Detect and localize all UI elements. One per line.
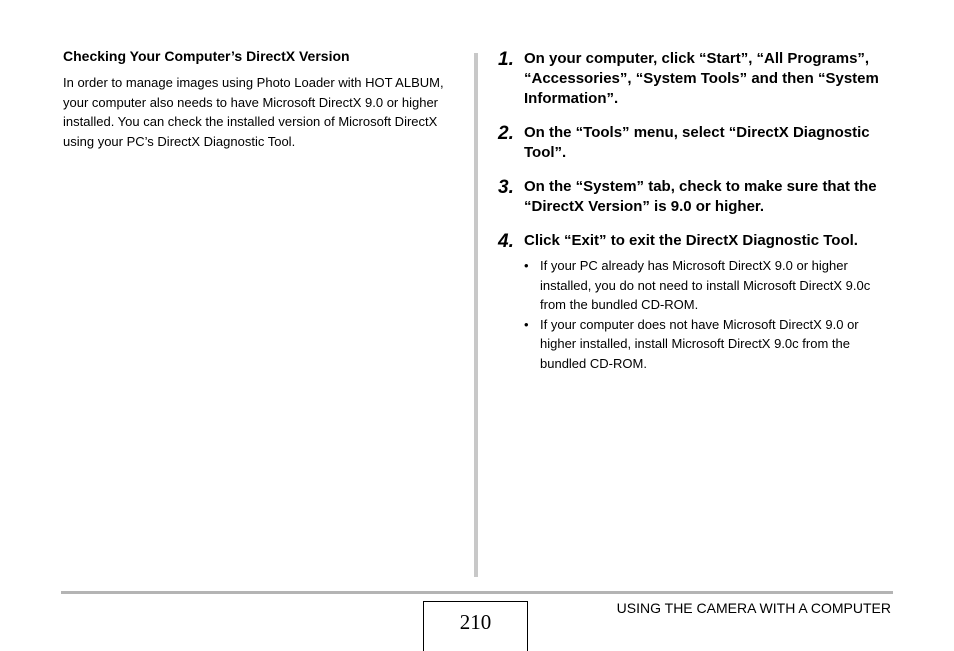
intro-paragraph: In order to manage images using Photo Loader with HOT ALBUM, your computer also needs to have Microsoft DirectX 9.0 or higher installed. You can check the installed version of Microsoft DirectX using your PC’s DirectX Diagnostic Tool. bbox=[63, 75, 444, 149]
step-number: 3. bbox=[498, 177, 514, 198]
list-item bbox=[524, 256, 898, 315]
step-text: On the “System” tab, check to make sure that the “DirectX Version” is 9.0 or higher. bbox=[524, 178, 877, 215]
step-text: On the “Tools” menu, select “DirectX Diagnostic Tool”. bbox=[524, 124, 870, 161]
bullet-mark: • bbox=[524, 258, 529, 273]
step-number: 1. bbox=[498, 49, 514, 70]
step-3 bbox=[498, 177, 898, 217]
column-divider bbox=[474, 53, 478, 577]
list-item bbox=[524, 315, 898, 374]
step-number: 4. bbox=[498, 231, 514, 252]
step-number: 2. bbox=[498, 123, 514, 144]
footer-rule bbox=[61, 591, 893, 594]
step-4 bbox=[498, 231, 898, 253]
bullet-text: If your computer does not have Microsoft DirectX 9.0 or higher installed, install Microsoft DirectX 9.0c from the bundled CD-ROM. bbox=[540, 316, 859, 371]
bullet-mark: • bbox=[524, 316, 529, 332]
step-text: On your computer, click “Start”, “All Programs”, “Accessories”, “System Tools” and then “System Information”. bbox=[524, 50, 879, 107]
step-text: Click “Exit” to exit the DirectX Diagnostic Tool. bbox=[524, 232, 858, 249]
section-heading: Checking Your Computer’s DirectX Version bbox=[63, 48, 350, 64]
step-2 bbox=[498, 123, 898, 163]
note-list bbox=[524, 256, 898, 374]
section-title: USING THE CAMERA WITH A COMPUTER bbox=[616, 600, 891, 616]
right-column bbox=[498, 47, 898, 374]
page-number: 210 bbox=[423, 601, 528, 651]
step-1 bbox=[498, 49, 898, 109]
left-column bbox=[63, 47, 463, 151]
bullet-text: If your PC already has Microsoft DirectX 9.0 or higher installed, you do not need to install Microsoft DirectX 9.0c from the bundled CD-ROM. bbox=[540, 258, 871, 313]
